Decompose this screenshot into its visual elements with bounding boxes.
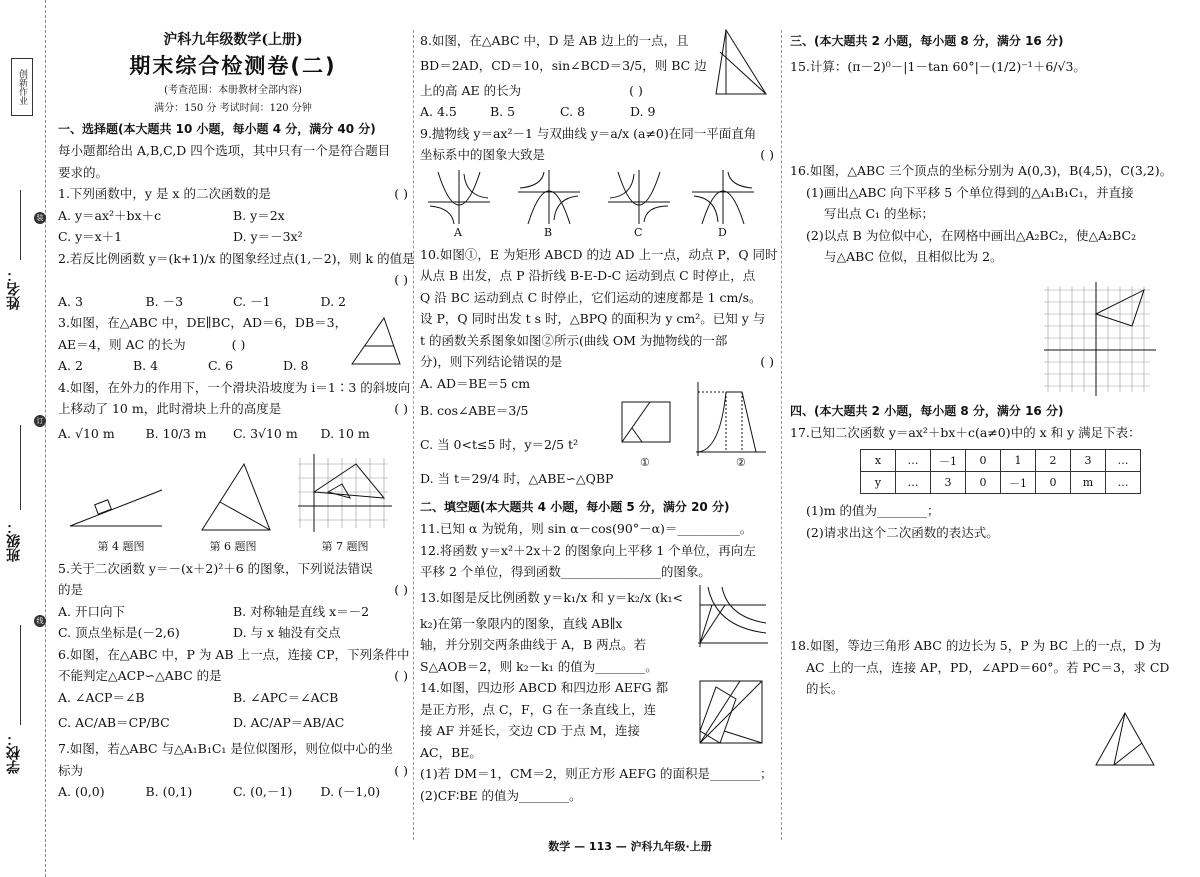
option-c: C. 6 xyxy=(208,358,234,373)
question-stem: 标为 xyxy=(58,762,84,778)
option-a: A. 4.5 xyxy=(420,104,457,119)
binding-hole: 订 xyxy=(34,415,46,427)
question-stem: 是正方形，点 C，F，G 在一条直线上，连 xyxy=(420,701,657,717)
question-stem: 分)，则下列结论错误的是 xyxy=(420,354,563,369)
binding-hole: 装 xyxy=(34,212,46,224)
option-a: A. y＝ax²＋bx＋c xyxy=(58,207,162,223)
paper-title: 期末综合检测卷(二) xyxy=(129,54,337,78)
option-c: C. －1 xyxy=(233,293,271,309)
question-15: 15.计算：(π－2)⁰－|1－tan 60°|－(1/2)⁻¹＋6/√3。 xyxy=(790,59,1086,74)
table-cell: 3 xyxy=(931,472,966,494)
question-stem: 2.若反比例函数 y＝(k+1)/x 的图象经过点(1,－2)，则 k 的值是 xyxy=(58,250,415,266)
question-part: 写出点 C₁ 的坐标； xyxy=(824,206,935,221)
triangle-figure-q8 xyxy=(710,26,774,102)
question-stem: 4.如图，在外力的作用下，一个滑块沿坡度为 i＝1∶3 的斜坡向 xyxy=(58,379,411,395)
question-stem: 5.关于二次函数 y＝－(x＋2)²＋6 的图象，下列说法错误 xyxy=(58,560,373,576)
table-cell: 0 xyxy=(966,472,1001,494)
column-divider xyxy=(413,30,414,840)
table-row xyxy=(861,472,1141,494)
answer-paren[interactable]: ( ) xyxy=(394,186,408,201)
option-b: B. －3 xyxy=(145,293,184,309)
question-part: (1)若 DM＝1，CM＝2，则正方形 AEFG 的面积是________； xyxy=(420,766,773,781)
question-stem: t 的函数关系图象如图②所示(曲线 OM 为抛物线的一部 xyxy=(420,332,728,348)
section-heading: 二、填空题(本大题共 4 小题，每小题 5 分，满分 20 分) xyxy=(420,500,730,514)
table-row xyxy=(861,450,1141,472)
question-part: (2)请求出这个二次函数的表达式。 xyxy=(806,524,999,540)
question-stem: 接 AF 并延长，交边 CD 于点 M，连接 xyxy=(420,723,640,738)
question-2 xyxy=(58,248,415,313)
option-b: B. ∠APC＝∠ACB xyxy=(233,689,339,705)
question-stem: 13.如图是反比例函数 y＝k₁/x 和 y＝k₂/x (k₁< xyxy=(420,589,684,605)
option-label: C xyxy=(634,225,643,239)
table-cell: x xyxy=(861,450,896,472)
option-d: D. 与 x 轴没有交点 xyxy=(233,625,341,640)
answer-paren[interactable]: ( ) xyxy=(394,668,408,683)
option-d: D. 2 xyxy=(320,293,346,309)
question-part: (2)CF∶BE 的值为________。 xyxy=(420,787,582,803)
option-label: D xyxy=(718,225,727,239)
option-d: D. 当 t＝29/4 时，△ABE∽△QBP xyxy=(420,471,614,486)
question-12: 12.将函数 y＝x²＋2x＋2 的图象向上平移 1 个单位，再向左 xyxy=(420,542,756,558)
question-4 xyxy=(58,377,411,448)
question-3 xyxy=(58,312,408,377)
option-c: C. 3√10 m xyxy=(233,425,298,441)
question-stem: 8.如图，在△ABC 中，D 是 AB 边上的一点，且 xyxy=(420,33,689,48)
option-c: C. 8 xyxy=(560,104,586,119)
option-d: D. y＝－3x² xyxy=(233,229,303,244)
question-stem: 1.下列函数中，y 是 x 的二次函数的是 xyxy=(58,186,271,201)
column-right xyxy=(790,30,1173,700)
graph-option-d xyxy=(690,168,756,226)
option-d: D. (－1,0) xyxy=(320,784,381,799)
question-stem: 14.如图，四边形 ABCD 和四边形 AEFG 都 xyxy=(420,680,669,695)
question-5 xyxy=(58,558,408,644)
option-a: A. 3 xyxy=(58,293,83,309)
question-6 xyxy=(58,644,408,739)
question-part: (1)m 的值为________； xyxy=(806,503,940,518)
table-cell: y xyxy=(861,472,896,494)
function-graph-q10 xyxy=(690,380,768,460)
table-cell: 3 xyxy=(1071,450,1106,472)
option-b: B. 对称轴是直线 x＝－2 xyxy=(233,603,370,619)
question-stem: 9.抛物线 y＝ax²－1 与双曲线 y＝a/x (a≠0)在同一平面直角 xyxy=(420,125,757,141)
question-stem: 18.如图，等边三角形 ABC 的边长为 5，P 为 BC 上的一点，D 为 xyxy=(790,638,1162,653)
table-cell: 0 xyxy=(1036,472,1071,494)
question-10 xyxy=(420,244,778,497)
option-b: B. 4 xyxy=(133,358,159,373)
question-stem: 7.如图，若△ABC 与△A₁B₁C₁ 是位似图形，则位似中心的坐 xyxy=(58,741,393,756)
school-label: 学校： xyxy=(6,732,22,774)
answer-paren[interactable]: ( ) xyxy=(394,582,408,597)
section-heading: 三、(本大题共 2 小题，每小题 8 分，满分 16 分) xyxy=(790,34,1064,48)
question-11: 11.已知 α 为锐角，则 sin α－cos(90°－α)＝__________。 xyxy=(420,521,753,536)
question-part: 与△ABC 位似，且相似比为 2。 xyxy=(824,249,1003,264)
table-cell: … xyxy=(1106,472,1141,494)
slope-figure-q4 xyxy=(66,478,166,533)
option-a: A. ∠ACP＝∠B xyxy=(58,689,145,705)
name-label: 姓名： xyxy=(6,268,22,310)
class-line xyxy=(20,425,21,510)
option-a: A. AD＝BE＝5 cm xyxy=(420,375,531,391)
answer-paren[interactable]: ( ) xyxy=(394,401,408,416)
question-stem: 16.如图，△ABC 三个顶点的坐标分别为 A(0,3)，B(4,5)，C(3,2)。 xyxy=(790,163,1173,178)
question-9 xyxy=(420,123,774,244)
question-stem: AC 上的一点，连接 AP，PD，∠APD＝60°。若 PC＝3，求 CD xyxy=(806,659,1170,675)
name-line xyxy=(20,190,21,260)
triangle-figure-q6 xyxy=(196,458,276,538)
binding-hole: 线 xyxy=(34,615,46,627)
class-label: 班级： xyxy=(6,520,22,562)
question-stem: k₂)在第一象限内的图象，直线 AB∥x xyxy=(420,615,623,631)
column-divider xyxy=(781,30,782,840)
option-c: C. AC/AB＝CP/BC xyxy=(58,715,170,730)
question-part: (1)画出△ABC 向下平移 5 个单位得到的△A₁B₁C₁，并直接 xyxy=(806,184,1134,200)
question-16 xyxy=(790,160,1173,268)
question-12-cont: 平移 2 个单位，得到函数________________的图象。 xyxy=(420,564,711,579)
paper-subtitle: 沪科九年级数学(上册) xyxy=(163,32,303,48)
table-cell: 2 xyxy=(1036,450,1071,472)
graph-options-q9 xyxy=(420,166,774,244)
question-stem: AC，BE。 xyxy=(420,744,482,760)
question-8 xyxy=(420,30,774,123)
option-a: A. 开口向下 xyxy=(58,603,125,619)
section-heading: 一、选择题(本大题共 10 小题，每小题 4 分，满分 40 分) xyxy=(58,122,376,136)
option-label: B xyxy=(544,225,553,239)
question-7 xyxy=(58,738,408,803)
question-stem: 6.如图，在△ABC 中，P 为 AB 上一点，连接 CP，下列条件中 xyxy=(58,646,410,662)
answer-paren[interactable]: ( ) xyxy=(394,762,408,778)
page-footer: 数学 — 113 — 沪科九年级·上册 xyxy=(548,840,712,853)
answer-paren[interactable]: ( ) xyxy=(760,354,774,369)
question-stem: Q 沿 BC 运动到点 C 时停止，它们运动的速度都是 1 cm/s。 xyxy=(420,289,762,305)
column-left xyxy=(58,30,415,803)
table-cell: －1 xyxy=(931,450,966,472)
option-d: D. AC/AP＝AB/AC xyxy=(233,715,345,730)
option-a: A. 2 xyxy=(58,358,83,373)
margin-tag: 创新作业 xyxy=(11,58,33,116)
question-stem: S△AOB＝2，则 k₂－k₁ 的值为________。 xyxy=(420,658,658,674)
exam-scope: (考查范围：本册教材全部内容) xyxy=(164,85,302,96)
graph-option-c xyxy=(606,168,672,226)
school-line xyxy=(20,625,21,725)
question-part: (2)以点 B 为位似中心，在网格中画出△A₂BC₂，使△A₂BC₂ xyxy=(806,227,1137,243)
question-stem: 坐标系中的图象大致是 xyxy=(420,147,546,162)
graph-option-b xyxy=(516,168,582,226)
option-c: C. 当 0<t≤5 时，y＝2/5 t² xyxy=(420,437,579,452)
table-cell: 0 xyxy=(966,450,1001,472)
section-heading: 四、(本大题共 2 小题，每小题 8 分，满分 16 分) xyxy=(790,403,1064,418)
column-middle xyxy=(420,30,778,806)
table-cell: … xyxy=(1106,450,1141,472)
rectangle-figure-q10 xyxy=(616,396,676,460)
inverse-graph-q13 xyxy=(692,583,770,649)
option-d: D. 10 m xyxy=(320,425,370,441)
option-b: B. cos∠ABE＝3/5 xyxy=(420,403,529,418)
answer-paren[interactable]: ( ) xyxy=(231,336,246,352)
option-b: B. (0,1) xyxy=(145,784,193,799)
answer-paren[interactable]: ( ) xyxy=(394,272,408,287)
table-cell: … xyxy=(896,472,931,494)
question-17 xyxy=(790,422,1170,544)
option-d: D. 9 xyxy=(630,104,656,119)
table-cell: … xyxy=(896,450,931,472)
graph-option-a xyxy=(426,168,492,226)
question-stem: BD＝2AD，CD＝10，sin∠BCD＝3/5，则 BC 边 xyxy=(420,57,707,73)
option-d: D. 8 xyxy=(283,358,309,373)
exam-meta: 满分：150 分 考试时间：120 分钟 xyxy=(154,103,312,114)
question-1 xyxy=(58,183,408,248)
figure-caption: ① xyxy=(640,455,650,469)
figure-caption: 第 7 题图 xyxy=(321,539,369,553)
section-intro: 要求的。 xyxy=(58,164,109,180)
question-13 xyxy=(420,583,774,678)
option-c: C. 顶点坐标是(－2,6) xyxy=(58,625,180,640)
option-label: A xyxy=(454,225,462,239)
question-stem: 10.如图①，E 为矩形 ABCD 的边 AD 上一点，动点 P，Q 同时 xyxy=(420,246,778,262)
figure-row xyxy=(58,448,408,558)
table-cell: m xyxy=(1071,472,1106,494)
option-c: C. y＝x＋1 xyxy=(58,229,123,244)
question-14 xyxy=(420,677,774,806)
option-a: A. (0,0) xyxy=(58,784,105,799)
table-cell: 1 xyxy=(1001,450,1036,472)
option-a: A. √10 m xyxy=(58,425,115,441)
grid-figure-q7 xyxy=(294,448,394,536)
table-cell: －1 xyxy=(1001,472,1036,494)
question-stem: 上移动了 10 m，此时滑块上升的高度是 xyxy=(58,401,282,416)
question-stem: AE＝4，则 AC 的长为 xyxy=(58,336,186,352)
equilateral-figure-q18 xyxy=(1090,709,1160,773)
binding-margin xyxy=(0,0,46,877)
question-18 xyxy=(790,635,1170,700)
section-intro: 每小题都给出 A,B,C,D 四个选项，其中只有一个是符合题目 xyxy=(58,143,391,158)
question-stem: 设 P，Q 同时出发 t s 时，△BPQ 的面积为 y cm²。已知 y 与 xyxy=(420,311,766,326)
question-stem: 上的高 AE 的长为 xyxy=(420,82,522,98)
option-c: C. (0,－1) xyxy=(233,784,293,799)
question-stem: 不能判定△ACP∽△ABC 的是 xyxy=(58,668,222,683)
grid-figure-q16 xyxy=(1040,280,1160,398)
question-stem: 的是 xyxy=(58,582,84,597)
option-b: B. 10/3 m xyxy=(145,425,207,441)
question-stem: 的长。 xyxy=(806,681,844,696)
figure-caption: 第 6 题图 xyxy=(209,539,257,553)
question-stem: 17.已知二次函数 y＝ax²＋bx＋c(a≠0)中的 x 和 y 满足下表： xyxy=(790,424,1141,440)
option-b: B. y＝2x xyxy=(233,207,285,223)
answer-paren[interactable]: ( ) xyxy=(629,82,643,98)
value-table xyxy=(860,449,1141,494)
answer-paren[interactable]: ( ) xyxy=(760,147,774,162)
question-stem: 3.如图，在△ABC 中，DE∥BC，AD＝6，DB＝3， xyxy=(58,315,348,330)
figure-caption: 第 4 题图 xyxy=(97,539,145,553)
squares-figure-q14 xyxy=(690,677,770,749)
figure-caption: ② xyxy=(736,455,746,469)
option-b: B. 5 xyxy=(490,104,516,119)
question-stem: 从点 B 出发，点 P 沿折线 B-E-D-C 运动到点 C 时停止，点 xyxy=(420,268,756,283)
triangle-figure-q3 xyxy=(344,314,406,372)
question-stem: 轴，并分别交两条曲线于 A，B 两点。若 xyxy=(420,637,647,652)
